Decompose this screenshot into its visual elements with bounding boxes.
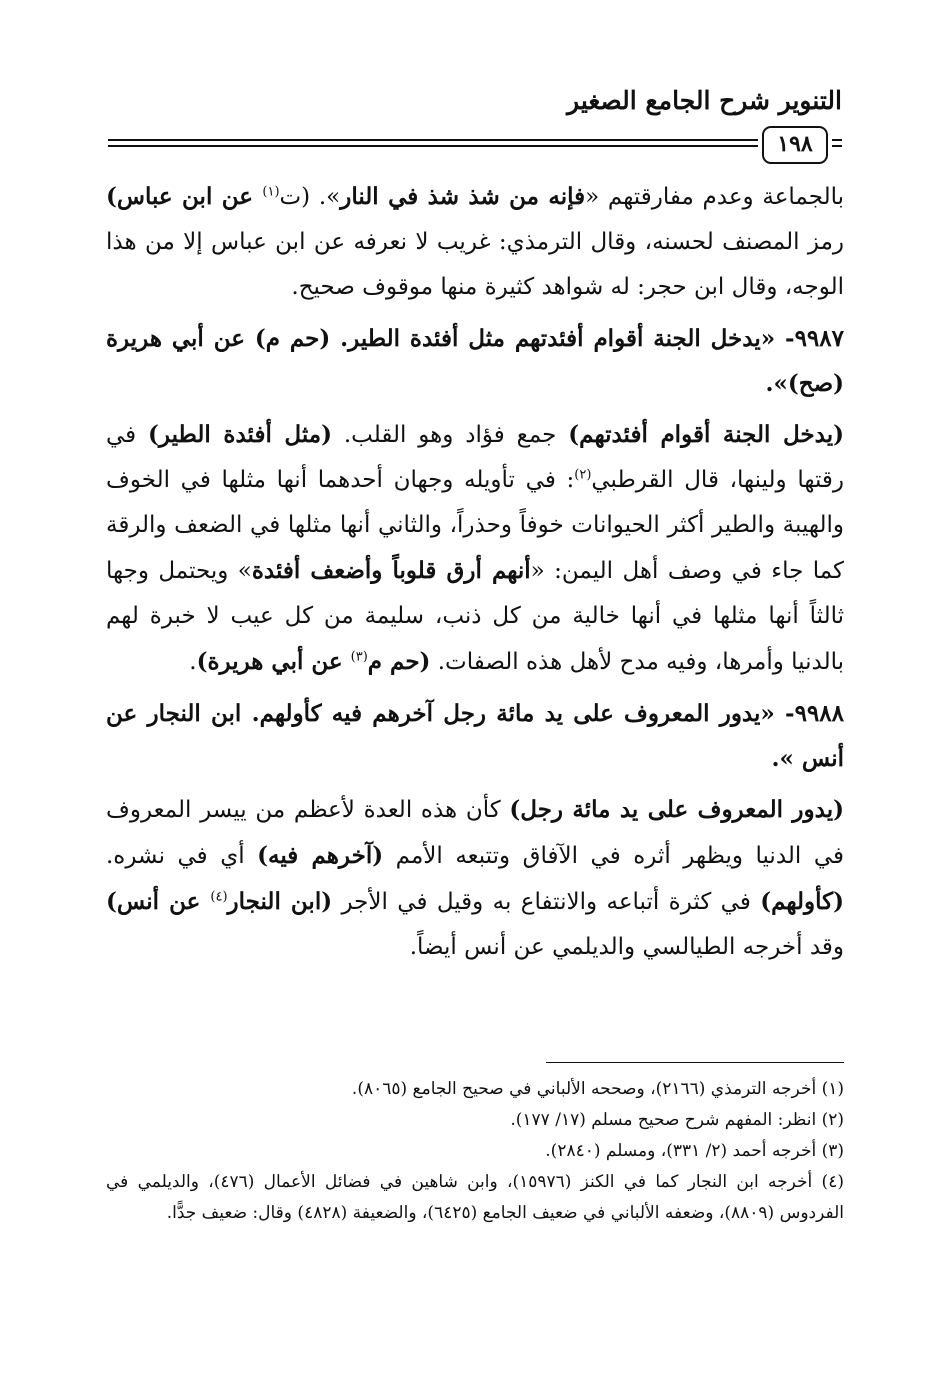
text-span: » ويحتمل وجها ثالثاً أنها مثلها في أنها خالية من كل ذنب، سليمة من كل عيب لا خبرة لهم بالدنيا وأمرها، وفيه مدح لأهل هذه الصفات. xyxy=(106,558,844,675)
bold-span: أنهم أرق قلوباً وأضعف أفئدة xyxy=(251,557,531,584)
footnote-2: (٢) انظر: المفهم شرح صحيح مسلم (١٧/ ١٧٧). xyxy=(510,1110,844,1130)
page-number: ١٩٨ xyxy=(762,126,828,164)
bold-span: (حم م xyxy=(367,648,431,675)
text-span: بالجماعة وعدم مفارقتهم « xyxy=(585,184,844,210)
footnote-ref-3[interactable]: (٣) xyxy=(350,649,368,665)
bold-span: عن ابن عباس) xyxy=(106,183,263,210)
header-double-line xyxy=(108,139,758,147)
footnote-ref-1[interactable]: (١) xyxy=(262,184,280,200)
footnote-ref-4[interactable]: (٤) xyxy=(210,889,228,905)
text-span: في كثرة أتباعه والانتفاع به وقيل في الأجر xyxy=(332,889,761,915)
bold-span: (مثل أفئدة الطير) xyxy=(148,421,332,448)
bold-span: (ابن النجار xyxy=(227,888,333,915)
text-span: أي في نشره. xyxy=(106,843,258,869)
footnote-3: (٣) أخرجه أحمد (٢/ ٣٣١)، ومسلم (٢٨٤٠). xyxy=(545,1141,844,1161)
bold-span: عن أنس) xyxy=(106,888,211,915)
footnote-separator xyxy=(546,1062,844,1063)
text-span: . xyxy=(189,649,197,675)
main-text xyxy=(106,174,844,970)
commentary-paragraph-2 xyxy=(106,412,844,685)
bold-span: (آخرهم فيه) xyxy=(257,842,384,869)
text-span: كأن هذه العدة لأعظم من ييسر المعروف في الدنيا ويظهر أثره في الآفاق وتتبعه الأمم xyxy=(106,797,844,869)
commentary-paragraph-3 xyxy=(106,787,844,970)
running-title: التنوير شرح الجامع الصغير xyxy=(567,86,842,115)
footnotes xyxy=(106,1074,844,1229)
footnote-4: (٤) أخرجه ابن النجار كما في الكنز (١٥٩٧٦)، وابن شاهين في فضائل الأعمال (٤٧٦)، والديلمي في الفردوس (٨٨٠٩)، وضعفه الألباني في ضعيف الجامع (٦٤٢٥)، والضعيفة (٤٨٢٨) وقال: ضعيف جدًّا. xyxy=(106,1172,844,1223)
bold-span: (يدخل الجنة أقوام أفئدتهم) xyxy=(568,421,844,448)
header-line-end-mark xyxy=(832,139,842,147)
header-rule xyxy=(108,132,842,158)
footnote-ref-2[interactable]: (٢) xyxy=(574,467,592,483)
text-span: ». (ت xyxy=(279,184,341,210)
text-span: جمع فؤاد وهو القلب. xyxy=(331,422,569,448)
text-span: : في تأويله وجهان أحدهما أنها مثلها في الخوف والهيبة والطير أكثر الحيوانات خوفاً وحذراً، والثاني أنها مثلها في الضعف والرقة كما جاء في وصف أهل اليمن: « xyxy=(106,467,844,584)
hadith-9987: ٩٩٨٧- «يدخل الجنة أقوام أفئدتهم مثل أفئدة الطير. (حم م) عن أبي هريرة (صح)». xyxy=(106,325,844,397)
bold-span: (يدور المعروف على يد مائة رجل) xyxy=(509,796,844,823)
text-span: في رقتها ولينها، قال القرطبي xyxy=(106,422,844,493)
text-span: وقد أخرجه الطيالسي والديلمي عن أنس أيضاً. xyxy=(409,934,844,960)
bold-span: (كأولهم) xyxy=(760,888,844,915)
hadith-9988: ٩٩٨٨- «يدور المعروف على يد مائة رجل آخرهم فيه كأولهم. ابن النجار عن أنس ». xyxy=(106,700,844,772)
bold-span: عن أبي هريرة) xyxy=(196,648,351,675)
bold-span: فإنه من شذ شذ في النار xyxy=(340,183,586,210)
commentary-paragraph-1 xyxy=(106,174,844,310)
footnote-1: (١) أخرجه الترمذي (٢١٦٦)، وصححه الألباني في صحيح الجامع (٨٠٦٥). xyxy=(351,1079,844,1099)
text-span: رمز المصنف لحسنه، وقال الترمذي: غريب لا نعرفه عن ابن عباس إلا من هذا الوجه، وقال ابن حجر: له شواهد كثيرة منها موقوف صحيح. xyxy=(106,229,844,300)
